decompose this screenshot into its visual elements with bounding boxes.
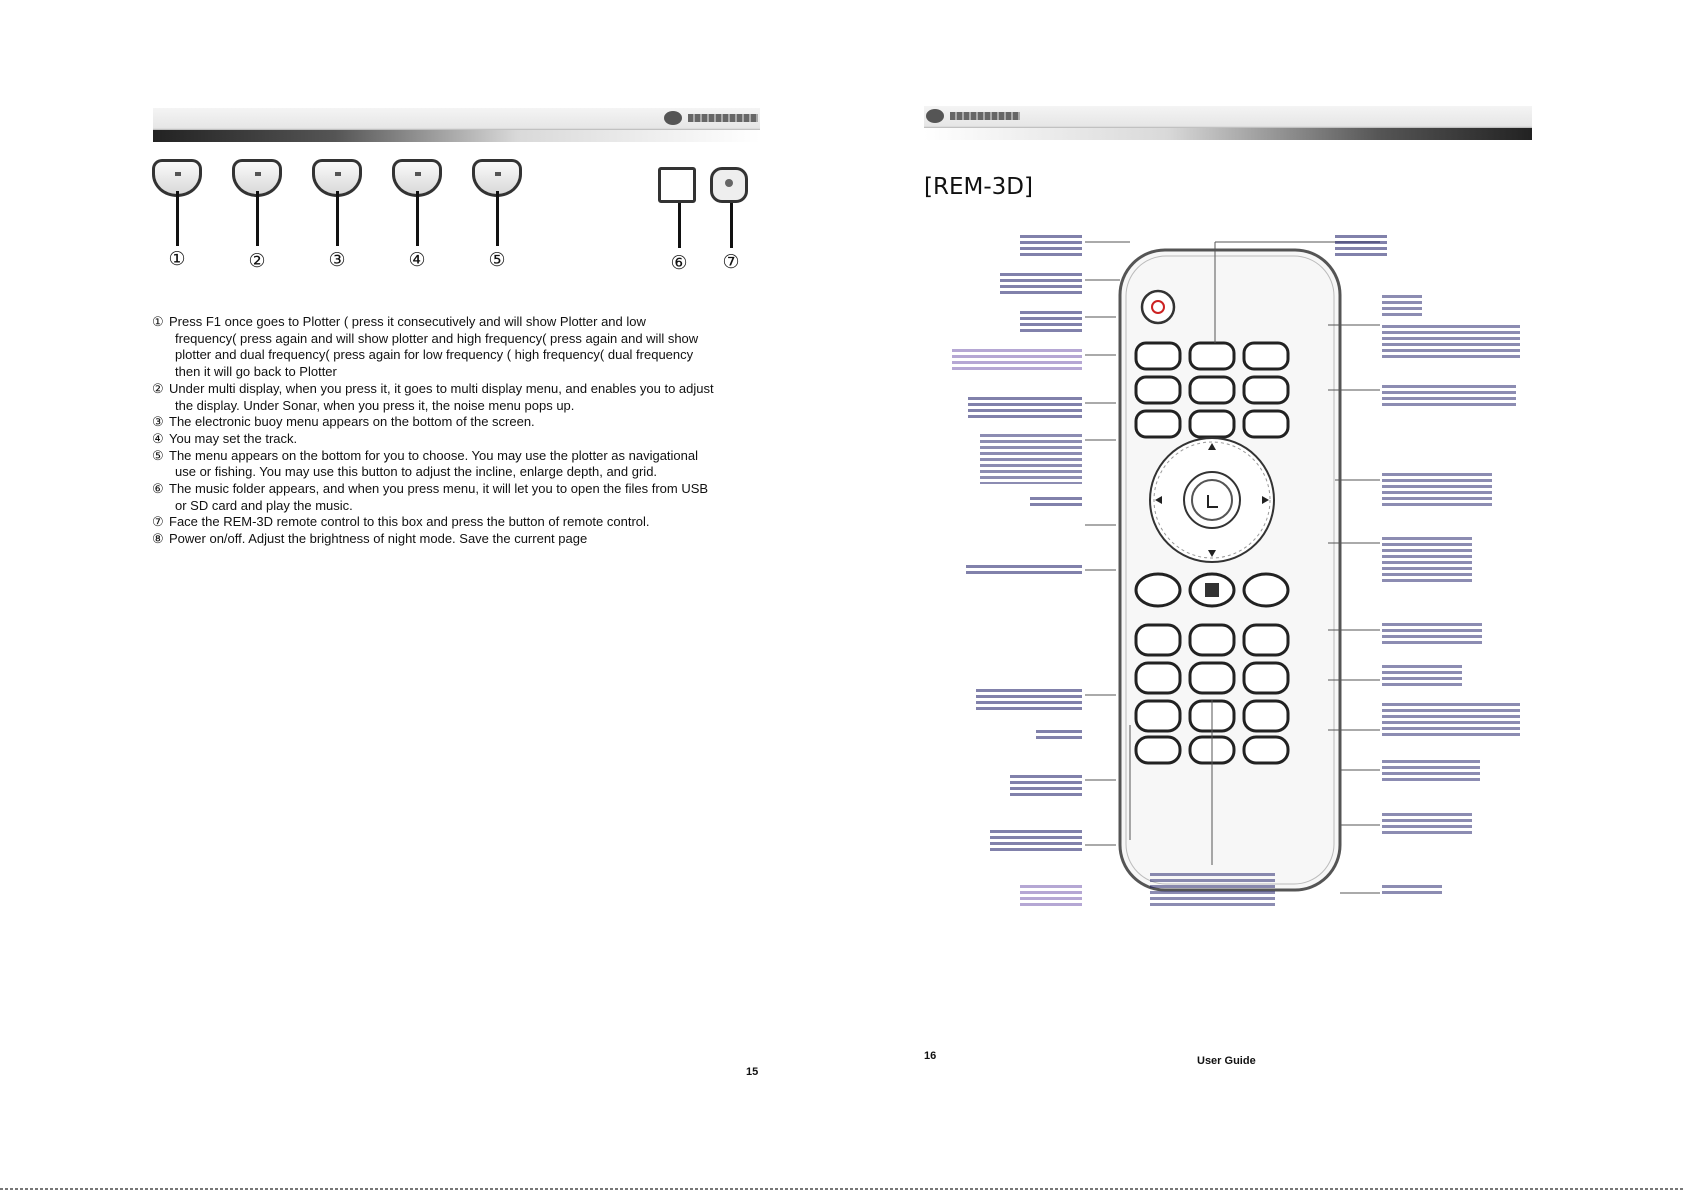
instruction-item xyxy=(152,514,762,531)
power-button-icon xyxy=(1142,291,1174,323)
callout-label xyxy=(1335,235,1387,257)
key-number-1: ① xyxy=(168,249,186,270)
callout-line xyxy=(416,191,419,246)
key-number-2: ② xyxy=(248,251,266,272)
page-header xyxy=(153,108,760,142)
callout-label xyxy=(1382,623,1482,645)
brand-logo xyxy=(664,111,758,125)
instruction-number: ① xyxy=(152,314,164,329)
callout-label xyxy=(976,689,1082,711)
callout-label xyxy=(980,434,1082,484)
instruction-line: You may set the track. xyxy=(169,430,298,446)
callout-line xyxy=(496,191,499,246)
key-number-5: ⑤ xyxy=(488,250,506,271)
page-number: 16 xyxy=(924,1050,937,1062)
key-number-4: ④ xyxy=(408,250,426,271)
page-header xyxy=(924,106,1532,140)
instruction-line: The menu appears on the bottom for you to choose. You may use the plotter as navigational xyxy=(169,447,699,463)
brand-wordmark xyxy=(950,112,1020,120)
callout-line xyxy=(678,203,681,248)
callout-label xyxy=(968,397,1082,419)
callout-label xyxy=(952,349,1082,371)
brand-logo xyxy=(926,109,1020,123)
instruction-item xyxy=(152,314,762,381)
instruction-item xyxy=(152,414,762,431)
callout-label xyxy=(1382,885,1442,895)
callout-label xyxy=(1020,311,1082,333)
key-diagram xyxy=(150,155,760,275)
instruction-item xyxy=(152,531,762,548)
instruction-line: Power on/off. Adjust the brightness of night mode. Save the current page xyxy=(169,531,588,547)
callout-label xyxy=(1382,385,1516,407)
callout-label xyxy=(966,565,1082,575)
instruction-number: ④ xyxy=(152,430,164,446)
callout-label xyxy=(1000,273,1082,295)
callout-label xyxy=(1382,703,1520,737)
instruction-list xyxy=(152,314,762,548)
instruction-line: plotter and dual frequency( press again for low frequency ( high frequency( dual frequency xyxy=(175,347,694,363)
key-remote-sensor xyxy=(710,167,748,203)
callout-line xyxy=(730,203,733,248)
header-gradient xyxy=(924,128,1532,140)
instruction-line: Face the REM-3D remote control to this box and press the button of remote control. xyxy=(169,514,650,530)
key-number-7: ⑦ xyxy=(722,252,740,273)
logo-icon xyxy=(926,109,944,123)
instruction-item xyxy=(152,431,762,448)
remote-diagram xyxy=(940,225,1520,945)
page-bottom-rule xyxy=(0,1188,1685,1190)
instruction-number: ② xyxy=(152,380,164,396)
callout-label xyxy=(1382,813,1472,835)
callout-label xyxy=(1382,473,1492,507)
instruction-number: ⑧ xyxy=(152,531,164,547)
instruction-line: then it will go back to Plotter xyxy=(175,364,337,380)
callout-label xyxy=(1382,665,1462,687)
instruction-line: the display. Under Sonar, when you press it, the noise menu pops up. xyxy=(175,397,575,413)
key-number-3: ③ xyxy=(328,250,346,271)
callout-label xyxy=(1020,885,1082,907)
instruction-number: ⑤ xyxy=(152,447,164,463)
logo-icon xyxy=(664,111,682,125)
instruction-number: ③ xyxy=(152,414,164,430)
callout-label xyxy=(1382,295,1422,317)
brand-wordmark xyxy=(688,114,758,122)
instruction-item xyxy=(152,381,762,414)
model-title: [REM-3D] xyxy=(924,174,1033,200)
header-gradient xyxy=(153,130,760,142)
instruction-item xyxy=(152,481,762,514)
key-number-6: ⑥ xyxy=(670,253,688,274)
instruction-line: Under multi display, when you press it, it goes to multi display menu, and enables you to adjust xyxy=(169,380,714,396)
instruction-line: use or fishing. You may use this button to adjust the incline, enlarge depth, and grid. xyxy=(175,464,658,480)
callout-label xyxy=(1382,537,1472,585)
callout-line xyxy=(176,191,179,246)
callout-label xyxy=(1382,325,1520,359)
callout-label xyxy=(1010,775,1082,797)
callout-label xyxy=(1020,235,1082,257)
instruction-line: The electronic buoy menu appears on the bottom of the screen. xyxy=(169,414,535,430)
top-button-grid xyxy=(1136,343,1288,437)
instruction-line: frequency( press again and will show plotter and high frequency( press again and will show xyxy=(175,330,699,346)
callout-line xyxy=(256,191,259,246)
instruction-number: ⑥ xyxy=(152,481,164,497)
instruction-line: or SD card and play the music. xyxy=(175,497,353,513)
instruction-line: The music folder appears, and when you press menu, it will let you to open the files from USB xyxy=(169,481,709,497)
footer-label: User Guide xyxy=(1197,1055,1256,1067)
instruction-number: ⑦ xyxy=(152,514,164,530)
instruction-line: Press F1 once goes to Plotter ( press it consecutively and will show Plotter and low xyxy=(169,314,646,329)
callout-label xyxy=(1036,730,1082,740)
callout-label xyxy=(1030,497,1082,507)
callout-line xyxy=(336,191,339,246)
key-music xyxy=(658,167,696,203)
callout-label xyxy=(990,830,1082,852)
instruction-item xyxy=(152,448,762,481)
left-page xyxy=(0,0,842,1192)
page-number: 15 xyxy=(746,1066,759,1078)
callout-label xyxy=(1150,873,1275,909)
callout-label xyxy=(1382,760,1480,782)
